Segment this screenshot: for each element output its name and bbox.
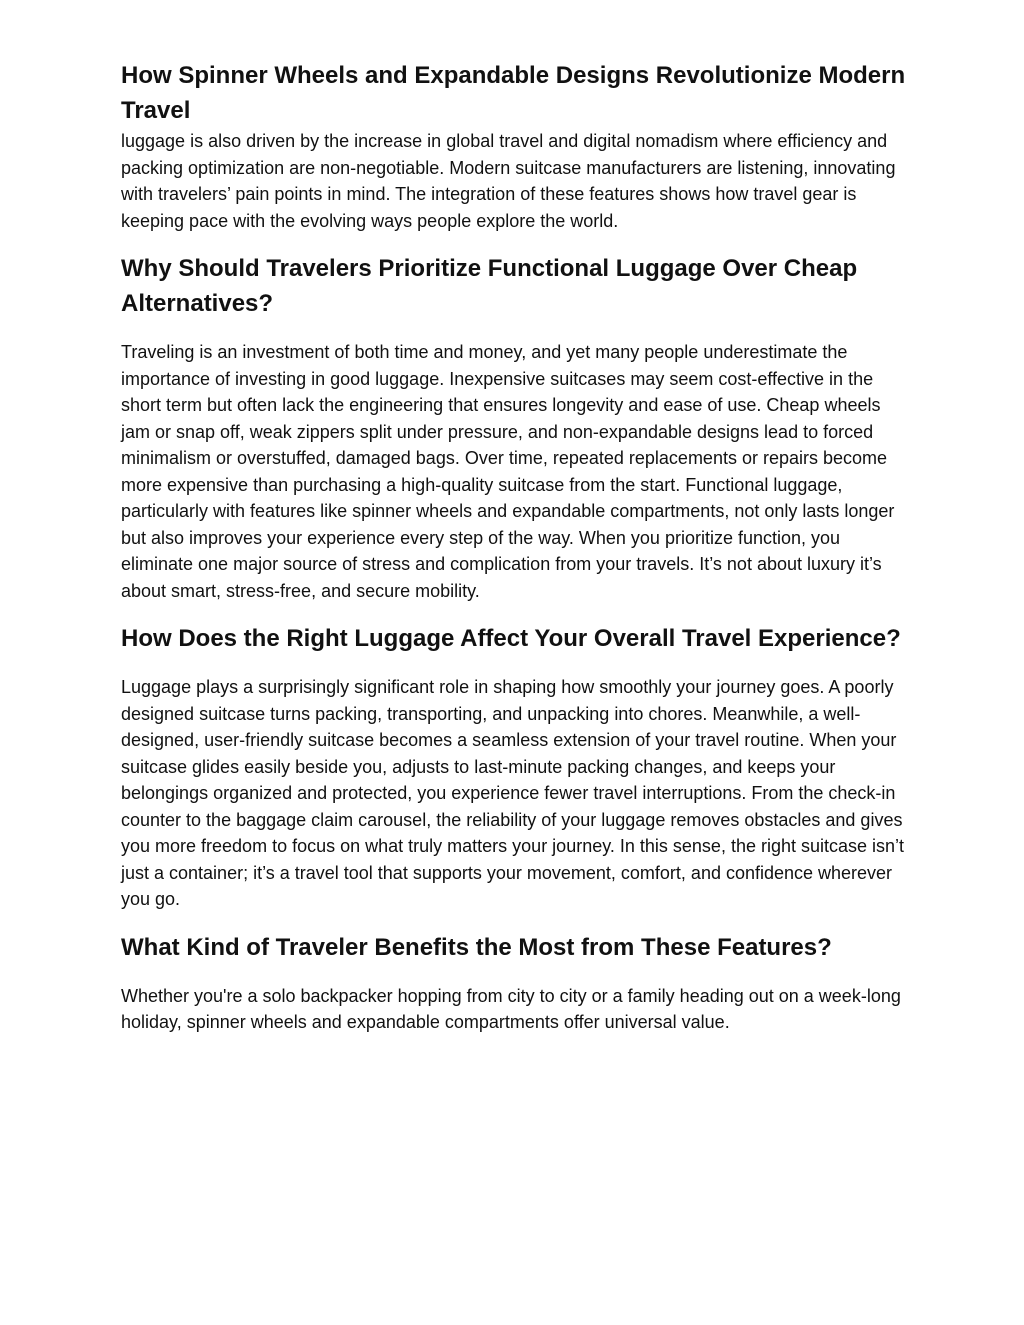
section-heading-spinner-wheels: How Spinner Wheels and Expandable Designs Revolutionize Modern Travel — [121, 62, 906, 124]
section-heading-traveler-benefits: What Kind of Traveler Benefits the Most from These Features? — [121, 933, 832, 961]
section-body-spinner-wheels: luggage is also driven by the increase in global travel and digital nomadism where efficiency and packing optimization are non-negotiable. Modern suitcase manufacturers are listening, innovating with travelers’ pain points in mind. The integration of these features shows how travel gear is keeping pace with the evolving ways people explore the world. — [121, 131, 896, 231]
section-body-functional-luggage: Traveling is an investment of both time and money, and yet many people underestimate the importance of investing in good luggage. Inexpensive suitcases may seem cost-effective in the short term but often lack the engineering that ensures longevity and ease of use. Cheap wheels jam or snap off, weak zippers split under pressure, and non-expandable designs lead to forced minimalism or overstuffed, damaged bags. Over time, repeated replacements or repairs become more expensive than purchasing a high-quality suitcase from the start. Functional luggage, particularly with features like spinner wheels and expandable compartments, not only lasts longer but also improves your experience every step of the way. When you prioritize function, you eliminate one major source of stress and complication from your travels. It’s not about luxury it’s about smart, stress-free, and secure mobility. — [121, 342, 895, 601]
section-body-travel-experience: Luggage plays a surprisingly significant role in shaping how smoothly your journey goes. A poorly designed suitcase turns packing, transporting, and unpacking into chores. Meanwhile, a well-designed, user-friendly suitcase becomes a seamless extension of your travel routine. When your suitcase glides easily beside you, adjusts to last-minute packing changes, and keeps your belongings organized and protected, you experience fewer travel interruptions. From the check-in counter to the baggage claim carousel, the reliability of your luggage removes obstacles and gives you more freedom to focus on what truly matters your journey. In this sense, the right suitcase isn’t just a container; it’s a travel tool that supports your movement, comfort, and confidence wherever you go. — [121, 677, 905, 909]
section-heading-travel-experience: How Does the Right Luggage Affect Your Overall Travel Experience? — [121, 625, 901, 652]
section-body-traveler-benefits: Whether you're a solo backpacker hopping from city to city or a family heading out on a week-long holiday, spinner wheels and expandable compartments offer universal value. — [121, 985, 901, 1032]
document-page — [121, 58, 911, 1036]
section-heading-functional-luggage: Why Should Travelers Prioritize Functional Luggage Over Cheap Alternatives? — [121, 255, 858, 317]
